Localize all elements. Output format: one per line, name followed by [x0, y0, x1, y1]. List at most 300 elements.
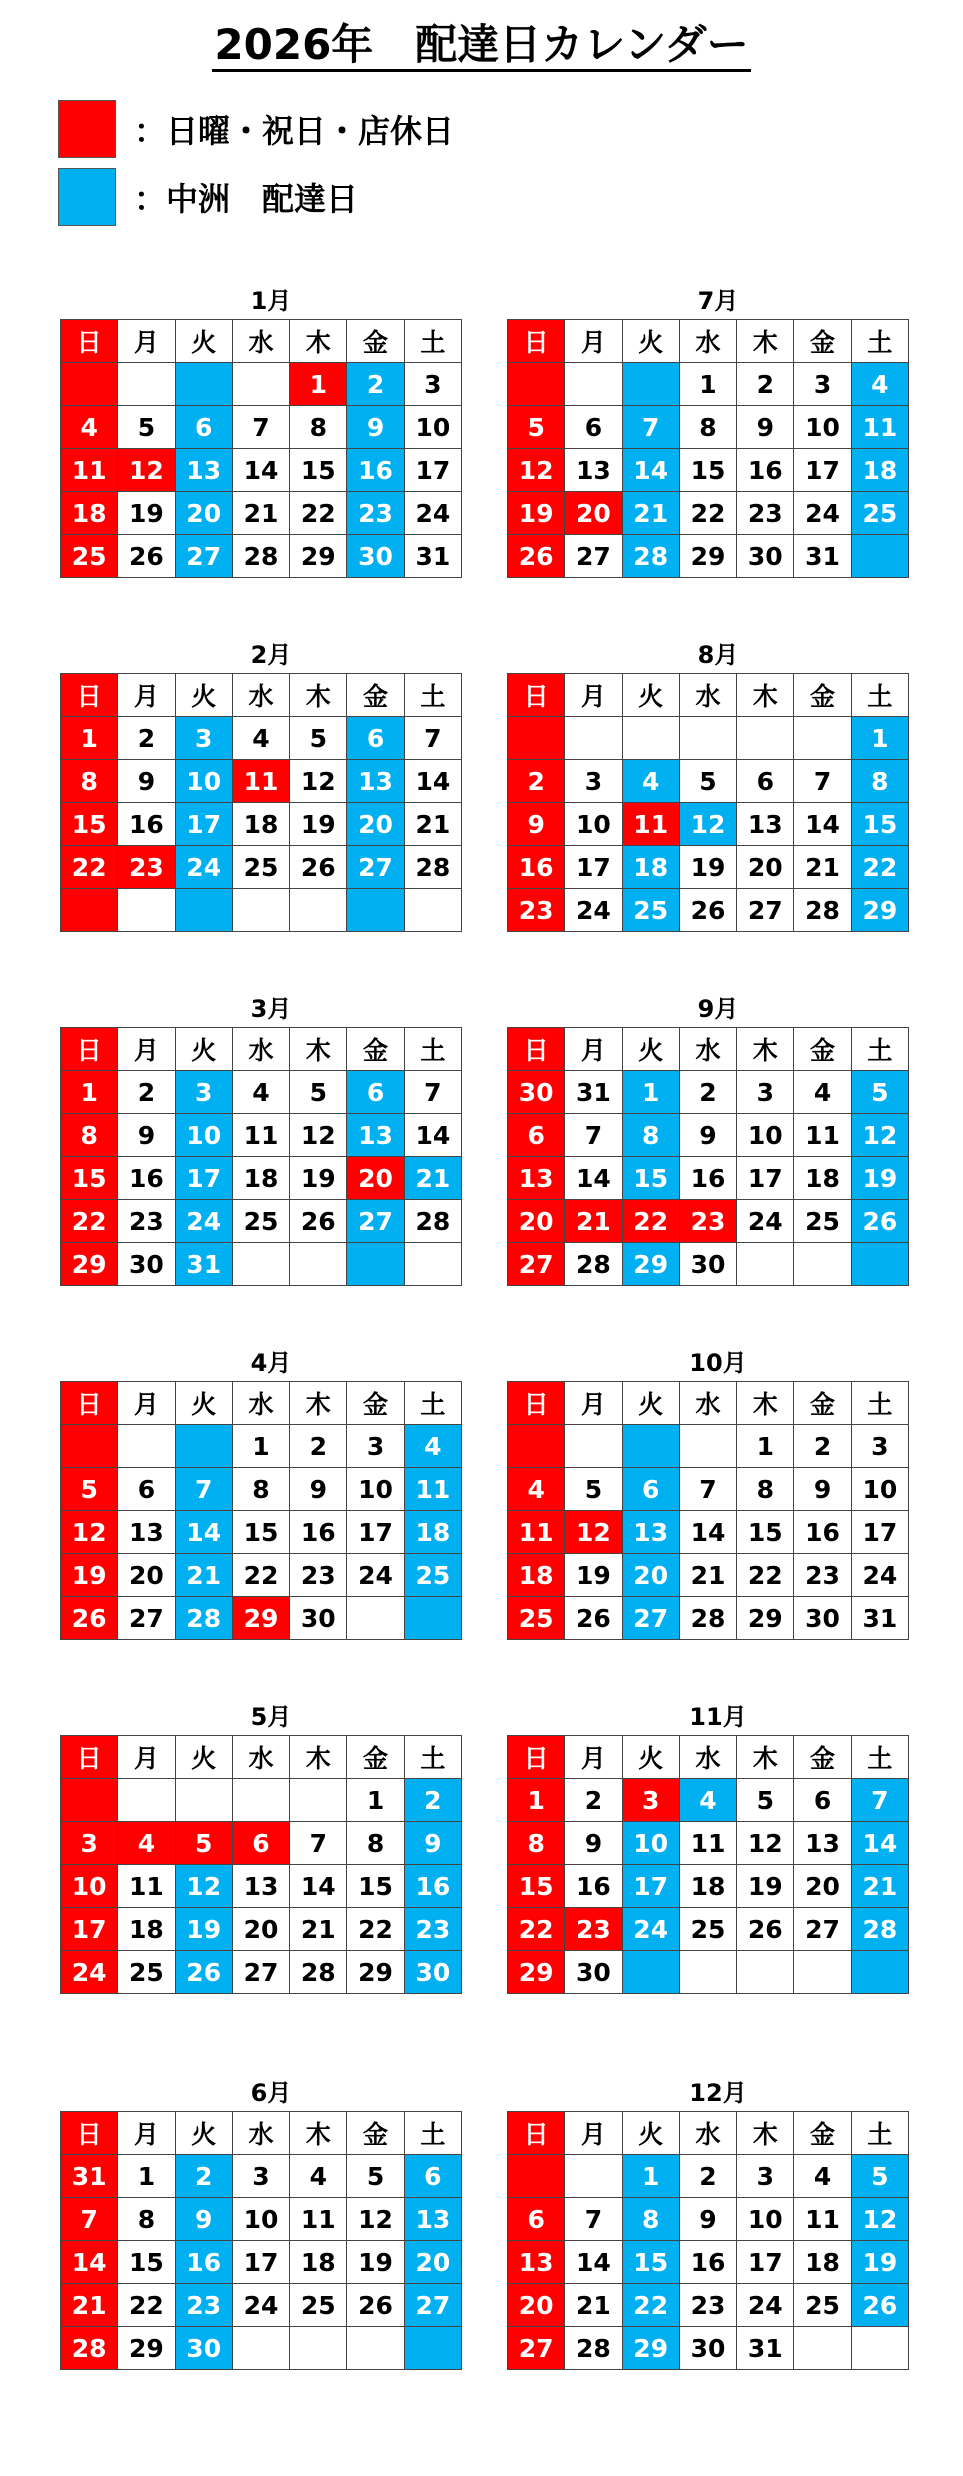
day-cell: 9: [118, 1114, 175, 1157]
day-cell: 20: [794, 1865, 851, 1908]
day-cell: 8: [61, 760, 118, 803]
weekday-header: 木: [737, 674, 794, 717]
day-cell: 3: [851, 1425, 908, 1468]
weekday-header: 日: [61, 320, 118, 363]
day-cell: 16: [565, 1865, 622, 1908]
week-row: [61, 1597, 462, 1640]
day-cell: 5: [118, 406, 175, 449]
day-cell: 11: [679, 1822, 736, 1865]
week-row: [508, 2155, 909, 2198]
day-cell: 24: [737, 1200, 794, 1243]
day-cell: 4: [794, 2155, 851, 2198]
day-cell: 18: [508, 1554, 565, 1597]
day-cell: 12: [347, 2198, 404, 2241]
day-cell: 30: [347, 535, 404, 578]
day-cell: 25: [508, 1597, 565, 1640]
day-cell: 13: [508, 1157, 565, 1200]
day-cell: 28: [404, 1200, 461, 1243]
weekday-header-row: [508, 1382, 909, 1425]
day-cell: 29: [851, 889, 908, 932]
day-cell: 22: [851, 846, 908, 889]
day-cell: 29: [290, 535, 347, 578]
day-cell: [794, 2327, 851, 2370]
day-cell: 9: [737, 406, 794, 449]
day-cell: 19: [851, 2241, 908, 2284]
weekday-header: 木: [290, 320, 347, 363]
week-row: [508, 1511, 909, 1554]
day-cell: 29: [118, 2327, 175, 2370]
day-cell: 24: [404, 492, 461, 535]
weekday-header: 木: [290, 1028, 347, 1071]
day-cell: 18: [622, 846, 679, 889]
day-cell: [404, 889, 461, 932]
day-cell: 24: [851, 1554, 908, 1597]
weekday-header: 金: [794, 1028, 851, 1071]
day-cell: 4: [679, 1779, 736, 1822]
weekday-header-row: [508, 320, 909, 363]
day-cell: 21: [794, 846, 851, 889]
week-row: [61, 1908, 462, 1951]
day-cell: 12: [175, 1865, 232, 1908]
week-row: [61, 1468, 462, 1511]
day-cell: 5: [679, 760, 736, 803]
day-cell: 11: [508, 1511, 565, 1554]
week-row: [61, 1425, 462, 1468]
week-row: [508, 2241, 909, 2284]
day-cell: 8: [508, 1822, 565, 1865]
day-cell: 31: [61, 2155, 118, 2198]
day-cell: 17: [175, 1157, 232, 1200]
day-cell: 19: [290, 1157, 347, 1200]
weekday-header: 月: [565, 1382, 622, 1425]
weekday-header: 水: [232, 674, 289, 717]
weekday-header: 火: [175, 1382, 232, 1425]
week-row: [61, 1157, 462, 1200]
day-cell: 8: [61, 1114, 118, 1157]
day-cell: 17: [737, 2241, 794, 2284]
weekday-header: 火: [622, 2112, 679, 2155]
day-cell: 27: [794, 1908, 851, 1951]
day-cell: 27: [508, 2327, 565, 2370]
month-calendar: [507, 2075, 909, 2370]
month-table: [507, 319, 909, 578]
day-cell: 18: [794, 1157, 851, 1200]
day-cell: 24: [737, 2284, 794, 2327]
weekday-header-row: [61, 2112, 462, 2155]
day-cell: 3: [175, 717, 232, 760]
weekday-header: 土: [851, 2112, 908, 2155]
weekday-header: 火: [175, 1028, 232, 1071]
day-cell: 22: [61, 1200, 118, 1243]
day-cell: 6: [508, 1114, 565, 1157]
month-name: 11月: [689, 1703, 747, 1731]
week-row: [61, 1865, 462, 1908]
day-cell: 4: [232, 717, 289, 760]
day-cell: [737, 1951, 794, 1994]
day-cell: [794, 717, 851, 760]
day-cell: 27: [175, 535, 232, 578]
day-cell: 31: [737, 2327, 794, 2370]
day-cell: 10: [404, 406, 461, 449]
day-cell: 3: [404, 363, 461, 406]
weekday-header: 日: [508, 1028, 565, 1071]
month-calendar: [507, 637, 909, 932]
week-row: [61, 406, 462, 449]
day-cell: 2: [565, 1779, 622, 1822]
day-cell: 1: [232, 1425, 289, 1468]
day-cell: 13: [232, 1865, 289, 1908]
day-cell: 11: [232, 760, 289, 803]
day-cell: 25: [232, 1200, 289, 1243]
day-cell: 16: [679, 1157, 736, 1200]
legend-item-holiday: [58, 100, 454, 158]
day-cell: 23: [404, 1908, 461, 1951]
day-cell: 30: [737, 535, 794, 578]
weekday-header: 金: [794, 320, 851, 363]
day-cell: 2: [679, 1071, 736, 1114]
day-cell: 21: [232, 492, 289, 535]
day-cell: 11: [622, 803, 679, 846]
day-cell: 2: [347, 363, 404, 406]
day-cell: [851, 1243, 908, 1286]
weekday-header-row: [508, 1028, 909, 1071]
day-cell: 2: [679, 2155, 736, 2198]
weekday-header-row: [61, 1028, 462, 1071]
weekday-header: 木: [737, 320, 794, 363]
day-cell: 25: [851, 492, 908, 535]
day-cell: 7: [175, 1468, 232, 1511]
day-cell: 4: [851, 363, 908, 406]
weekday-header: 水: [232, 1736, 289, 1779]
weekday-header: 水: [679, 674, 736, 717]
weekday-header-row: [61, 320, 462, 363]
day-cell: 21: [404, 1157, 461, 1200]
day-cell: 5: [565, 1468, 622, 1511]
weekday-header: 木: [737, 1736, 794, 1779]
day-cell: 17: [232, 2241, 289, 2284]
weekday-header: 火: [622, 1382, 679, 1425]
day-cell: 12: [290, 1114, 347, 1157]
day-cell: 26: [508, 535, 565, 578]
day-cell: 14: [565, 1157, 622, 1200]
day-cell: [565, 1425, 622, 1468]
week-row: [508, 449, 909, 492]
day-cell: 13: [118, 1511, 175, 1554]
day-cell: 19: [175, 1908, 232, 1951]
day-cell: 20: [508, 2284, 565, 2327]
day-cell: 8: [290, 406, 347, 449]
week-row: [508, 889, 909, 932]
day-cell: 13: [175, 449, 232, 492]
weekday-header: 金: [347, 2112, 404, 2155]
day-cell: 7: [794, 760, 851, 803]
day-cell: 11: [118, 1865, 175, 1908]
day-cell: [851, 2327, 908, 2370]
day-cell: 8: [622, 2198, 679, 2241]
legend-swatch-blue: [58, 168, 116, 226]
day-cell: 2: [290, 1425, 347, 1468]
day-cell: 6: [794, 1779, 851, 1822]
day-cell: 17: [175, 803, 232, 846]
week-row: [61, 1951, 462, 1994]
week-row: [508, 1243, 909, 1286]
day-cell: [175, 1425, 232, 1468]
day-cell: 8: [679, 406, 736, 449]
weekday-header: 月: [118, 2112, 175, 2155]
week-row: [61, 846, 462, 889]
day-cell: 7: [61, 2198, 118, 2241]
day-cell: [622, 1951, 679, 1994]
week-row: [508, 1425, 909, 1468]
day-cell: 5: [508, 406, 565, 449]
weekday-header: 火: [175, 320, 232, 363]
day-cell: 5: [851, 2155, 908, 2198]
day-cell: 16: [175, 2241, 232, 2284]
day-cell: 14: [565, 2241, 622, 2284]
day-cell: [508, 717, 565, 760]
day-cell: 19: [565, 1554, 622, 1597]
day-cell: [61, 1425, 118, 1468]
day-cell: 22: [347, 1908, 404, 1951]
day-cell: 29: [232, 1597, 289, 1640]
week-row: [508, 535, 909, 578]
weekday-header: 火: [622, 320, 679, 363]
week-row: [61, 2284, 462, 2327]
day-cell: 3: [347, 1425, 404, 1468]
month-table: [507, 2111, 909, 2370]
day-cell: [347, 2327, 404, 2370]
day-cell: 9: [508, 803, 565, 846]
day-cell: 14: [61, 2241, 118, 2284]
day-cell: 18: [232, 1157, 289, 1200]
day-cell: 26: [175, 1951, 232, 1994]
day-cell: 15: [622, 1157, 679, 1200]
weekday-header: 月: [118, 1736, 175, 1779]
day-cell: 13: [404, 2198, 461, 2241]
weekday-header: 木: [737, 2112, 794, 2155]
day-cell: 4: [61, 406, 118, 449]
day-cell: 13: [347, 1114, 404, 1157]
day-cell: [565, 717, 622, 760]
day-cell: 16: [737, 449, 794, 492]
day-cell: 19: [290, 803, 347, 846]
day-cell: 20: [347, 803, 404, 846]
weekday-header: 日: [61, 1382, 118, 1425]
day-cell: 17: [404, 449, 461, 492]
day-cell: [565, 363, 622, 406]
day-cell: 29: [679, 535, 736, 578]
day-cell: 22: [622, 1200, 679, 1243]
weekday-header: 金: [794, 674, 851, 717]
month-calendar: [507, 1345, 909, 1640]
day-cell: 4: [508, 1468, 565, 1511]
day-cell: 30: [679, 2327, 736, 2370]
weekday-header: 日: [61, 1736, 118, 1779]
day-cell: 20: [175, 492, 232, 535]
day-cell: 10: [622, 1822, 679, 1865]
day-cell: 11: [794, 2198, 851, 2241]
day-cell: 5: [347, 2155, 404, 2198]
day-cell: 16: [347, 449, 404, 492]
day-cell: 5: [737, 1779, 794, 1822]
week-row: [61, 1779, 462, 1822]
day-cell: 12: [851, 1114, 908, 1157]
day-cell: 25: [232, 846, 289, 889]
weekday-header: 水: [232, 1028, 289, 1071]
month-calendar: [507, 1699, 909, 1994]
day-cell: 6: [232, 1822, 289, 1865]
page-title-text: 2026年 配達日カレンダー: [212, 20, 750, 72]
day-cell: 4: [290, 2155, 347, 2198]
day-cell: 23: [565, 1908, 622, 1951]
day-cell: [118, 1779, 175, 1822]
day-cell: 10: [794, 406, 851, 449]
day-cell: 10: [347, 1468, 404, 1511]
day-cell: 1: [61, 717, 118, 760]
day-cell: [794, 1243, 851, 1286]
day-cell: 23: [175, 2284, 232, 2327]
month-table: [60, 673, 462, 932]
day-cell: 10: [61, 1865, 118, 1908]
day-cell: [175, 889, 232, 932]
day-cell: [679, 1951, 736, 1994]
month-calendar: [60, 2075, 462, 2370]
day-cell: [175, 1779, 232, 1822]
day-cell: 20: [232, 1908, 289, 1951]
week-row: [61, 363, 462, 406]
day-cell: 27: [404, 2284, 461, 2327]
day-cell: 25: [290, 2284, 347, 2327]
day-cell: 24: [622, 1908, 679, 1951]
day-cell: 13: [508, 2241, 565, 2284]
week-row: [508, 1822, 909, 1865]
day-cell: 25: [118, 1951, 175, 1994]
weekday-header: 土: [404, 2112, 461, 2155]
day-cell: 1: [679, 363, 736, 406]
month-calendar: [507, 283, 909, 578]
month-name: 3月: [250, 995, 292, 1023]
weekday-header: 月: [565, 320, 622, 363]
week-row: [508, 2284, 909, 2327]
week-row: [508, 363, 909, 406]
day-cell: 23: [508, 889, 565, 932]
day-cell: 26: [290, 1200, 347, 1243]
day-cell: 25: [679, 1908, 736, 1951]
day-cell: 8: [622, 1114, 679, 1157]
day-cell: 3: [565, 760, 622, 803]
day-cell: 21: [61, 2284, 118, 2327]
weekday-header-row: [61, 1736, 462, 1779]
day-cell: 11: [794, 1114, 851, 1157]
day-cell: 10: [175, 1114, 232, 1157]
day-cell: [61, 889, 118, 932]
day-cell: 19: [118, 492, 175, 535]
day-cell: 15: [679, 449, 736, 492]
day-cell: 16: [404, 1865, 461, 1908]
day-cell: 24: [61, 1951, 118, 1994]
day-cell: 23: [794, 1554, 851, 1597]
weekday-header: 金: [347, 674, 404, 717]
day-cell: 18: [232, 803, 289, 846]
day-cell: 15: [118, 2241, 175, 2284]
day-cell: 24: [794, 492, 851, 535]
day-cell: [61, 363, 118, 406]
day-cell: 3: [175, 1071, 232, 1114]
day-cell: 9: [794, 1468, 851, 1511]
week-row: [61, 1071, 462, 1114]
weekday-header: 金: [347, 1736, 404, 1779]
day-cell: 25: [404, 1554, 461, 1597]
weekday-header: 火: [622, 1028, 679, 1071]
month-name: 10月: [689, 1349, 747, 1377]
day-cell: 12: [290, 760, 347, 803]
legend-item-delivery: [58, 168, 358, 226]
month-name: 4月: [250, 1349, 292, 1377]
day-cell: 16: [794, 1511, 851, 1554]
day-cell: 26: [679, 889, 736, 932]
month-table: [60, 1735, 462, 1994]
month-name: 2月: [250, 641, 292, 669]
week-row: [61, 2241, 462, 2284]
day-cell: 24: [347, 1554, 404, 1597]
weekday-header-row: [61, 1382, 462, 1425]
day-cell: 13: [347, 760, 404, 803]
day-cell: 4: [118, 1822, 175, 1865]
day-cell: 16: [118, 1157, 175, 1200]
weekday-header: 土: [404, 1028, 461, 1071]
day-cell: 10: [565, 803, 622, 846]
day-cell: 1: [622, 2155, 679, 2198]
day-cell: 14: [290, 1865, 347, 1908]
weekday-header: 火: [622, 1736, 679, 1779]
day-cell: 7: [622, 406, 679, 449]
weekday-header: 水: [232, 2112, 289, 2155]
week-row: [508, 1865, 909, 1908]
day-cell: 27: [737, 889, 794, 932]
day-cell: 25: [61, 535, 118, 578]
month-name: 6月: [250, 2079, 292, 2107]
page-title: [0, 12, 963, 72]
day-cell: 3: [232, 2155, 289, 2198]
weekday-header: 月: [565, 1736, 622, 1779]
day-cell: 6: [737, 760, 794, 803]
weekday-header: 日: [508, 674, 565, 717]
day-cell: 27: [347, 1200, 404, 1243]
day-cell: 2: [404, 1779, 461, 1822]
weekday-header: 木: [737, 1028, 794, 1071]
day-cell: 14: [794, 803, 851, 846]
day-cell: 23: [679, 2284, 736, 2327]
day-cell: 16: [679, 2241, 736, 2284]
weekday-header: 火: [175, 2112, 232, 2155]
day-cell: 27: [565, 535, 622, 578]
day-cell: 15: [347, 1865, 404, 1908]
day-cell: 7: [404, 1071, 461, 1114]
week-row: [61, 1243, 462, 1286]
day-cell: 31: [565, 1071, 622, 1114]
day-cell: 26: [347, 2284, 404, 2327]
day-cell: 18: [118, 1908, 175, 1951]
day-cell: 9: [679, 2198, 736, 2241]
day-cell: 10: [851, 1468, 908, 1511]
week-row: [508, 406, 909, 449]
day-cell: 26: [737, 1908, 794, 1951]
day-cell: 9: [679, 1114, 736, 1157]
day-cell: 29: [622, 1243, 679, 1286]
day-cell: [347, 1597, 404, 1640]
month-table: [60, 2111, 462, 2370]
day-cell: 5: [175, 1822, 232, 1865]
